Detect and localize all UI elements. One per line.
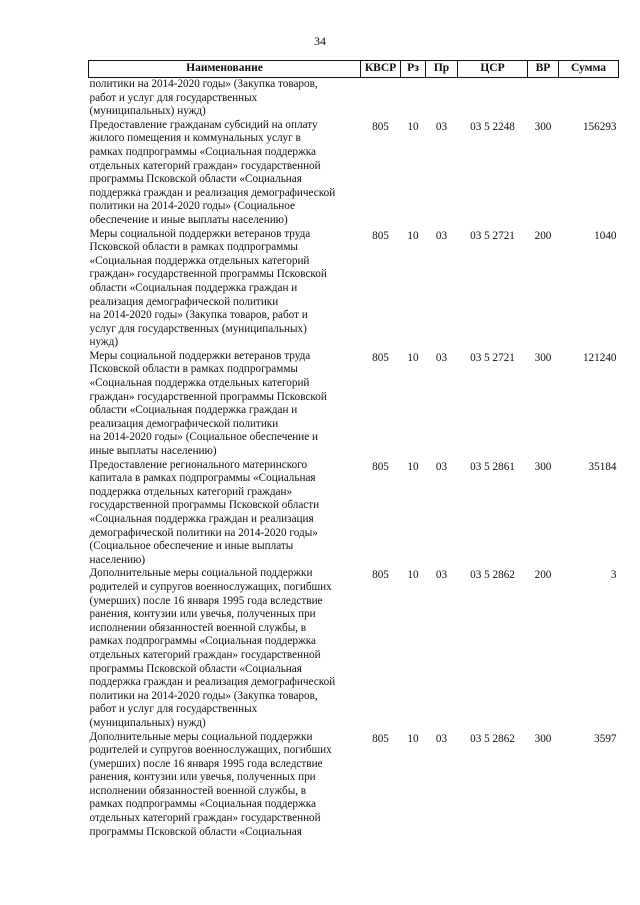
name-line: (муниципальных) нужд)	[89, 716, 206, 729]
cell-kvsr: 805	[372, 351, 389, 364]
cell-vr: 300	[534, 732, 552, 745]
table-row	[89, 228, 619, 350]
row-name-cell	[89, 119, 361, 228]
name-line: Предоставление гражданам субсидий на оплату	[89, 118, 318, 131]
name-line: Дополнительные меры социальной поддержки	[89, 567, 313, 580]
page-number: 34	[314, 34, 326, 48]
name-line: политики на 2014-2020 годы» (Закупка товаров,	[89, 78, 318, 90]
name-line: населению)	[89, 553, 146, 566]
header-vr: ВР	[528, 61, 559, 78]
cell-kvsr: 805	[372, 229, 389, 242]
name-line: Предоставление регионального материнского	[89, 458, 308, 471]
row-name-cell	[89, 350, 361, 459]
cell-rz: 10	[407, 460, 419, 473]
budget-table	[88, 60, 619, 839]
name-line: (умерших) после 16 января 1995 года вследствие	[89, 594, 323, 607]
cell-csr: 03 5 2862	[470, 732, 515, 745]
cell-vr: 200	[534, 569, 552, 582]
cell-sum	[559, 78, 619, 119]
header-name: Наименование	[89, 61, 361, 78]
row-name-cell	[89, 731, 361, 840]
cell-pr: 03	[435, 569, 448, 582]
cell-sum: 121240	[582, 351, 617, 364]
cell-csr	[458, 78, 528, 119]
name-line: (муниципальных) нужд)	[89, 105, 206, 118]
name-line: ранения, контузии или увечья, полученных при	[89, 771, 316, 784]
name-line: программы Псковской области «Социальная	[89, 173, 302, 186]
name-line: политики на 2014-2020 годы» (Закупка товаров,	[89, 689, 318, 702]
header-kvsr: КВСР	[361, 61, 401, 78]
cell-vr	[528, 78, 559, 119]
cell-csr: 03 5 2861	[470, 460, 515, 473]
cell-csr: 03 5 2248	[470, 120, 515, 133]
cell-kvsr: 805	[372, 569, 389, 582]
cell-sum: 3	[610, 569, 617, 582]
name-line: капитала в рамках подпрограммы «Социальная	[89, 472, 316, 485]
name-line: государственной программы Псковской области	[89, 499, 320, 512]
cell-rz: 10	[407, 120, 419, 133]
name-line: программы Псковской области «Социальная	[89, 662, 302, 675]
name-line: реализация демографической политики	[89, 295, 279, 308]
name-line: Псковской области в рамках подпрограммы	[89, 363, 298, 376]
cell-vr: 300	[534, 351, 552, 364]
cell-kvsr: 805	[372, 120, 389, 133]
cell-vr: 200	[534, 229, 552, 242]
table-row	[89, 119, 619, 228]
header-pr: Пр	[426, 61, 458, 78]
name-line: отдельных категорий граждан» государственной	[89, 812, 321, 825]
table-header-row	[89, 61, 619, 78]
name-line: на 2014-2020 годы» (Социальное обеспечение и	[89, 431, 319, 444]
cell-kvsr: 805	[372, 732, 389, 745]
name-line: рамках подпрограммы «Социальная поддержка	[89, 798, 316, 811]
name-line: ранения, контузии или увечья, полученных при	[89, 608, 316, 621]
table-row	[89, 459, 619, 568]
header-rz: Рз	[401, 61, 426, 78]
name-line: граждан» государственной программы Псковской	[89, 390, 327, 403]
cell-sum: 35184	[588, 460, 617, 473]
cell-csr: 03 5 2721	[470, 351, 515, 364]
row-name-cell	[89, 459, 361, 568]
name-line: обеспечение и иные выплаты населению)	[89, 213, 288, 226]
name-line: поддержка граждан и реализация демографической	[89, 676, 336, 689]
name-line: жилого помещения и коммунальных услуг в	[89, 132, 301, 145]
cell-rz: 10	[407, 229, 419, 242]
name-line: Псковской области в рамках подпрограммы	[89, 241, 298, 254]
name-line: области «Социальная поддержка граждан и	[89, 281, 298, 294]
cell-csr: 03 5 2862	[470, 569, 515, 582]
cell-rz: 10	[407, 569, 419, 582]
header-sum: Сумма	[559, 61, 619, 78]
name-line: работ и услуг для государственных	[89, 703, 258, 716]
name-line: области «Социальная поддержка граждан и	[89, 404, 298, 417]
table-row	[89, 567, 619, 730]
name-line: демографической политики на 2014-2020 годы»	[89, 526, 318, 539]
row-name-cell	[89, 78, 361, 119]
row-name-cell	[89, 228, 361, 350]
name-line: (умерших) после 16 января 1995 года вследствие	[89, 757, 323, 770]
name-line: рамках подпрограммы «Социальная поддержка	[89, 145, 316, 158]
name-line: рамках подпрограммы «Социальная поддержка	[89, 635, 316, 648]
name-line: (Социальное обеспечение и иные выплаты	[89, 540, 294, 553]
table-body	[89, 78, 619, 840]
cell-pr: 03	[435, 351, 448, 364]
header-csr: ЦСР	[458, 61, 528, 78]
cell-sum: 1040	[594, 229, 617, 242]
cell-pr: 03	[435, 732, 448, 745]
name-line: исполнении обязанностей военной службы, в	[89, 621, 307, 634]
cell-sum: 3597	[594, 732, 617, 745]
cell-pr: 03	[435, 229, 448, 242]
cell-vr: 300	[534, 460, 552, 473]
name-line: поддержка отдельных категорий граждан»	[89, 485, 293, 498]
cell-pr: 03	[435, 120, 448, 133]
name-line: отдельных категорий граждан» государственной	[89, 159, 321, 172]
name-line: исполнении обязанностей военной службы, в	[89, 784, 307, 797]
name-line: родителей и супругов военнослужащих, погибших	[89, 580, 332, 593]
name-line: услуг для государственных (муниципальных)	[89, 322, 307, 335]
name-line: родителей и супругов военнослужащих, погибших	[89, 744, 332, 757]
cell-csr: 03 5 2721	[470, 229, 515, 242]
table-row	[89, 78, 619, 119]
name-line: «Социальная поддержка отдельных категорий	[89, 377, 310, 390]
cell-pr: 03	[435, 460, 448, 473]
name-line: нужд)	[89, 336, 119, 349]
cell-rz	[401, 78, 426, 119]
cell-rz: 10	[407, 351, 419, 364]
row-name-cell	[89, 567, 361, 730]
name-line: Меры социальной поддержки ветеранов труда	[89, 349, 311, 362]
name-line: «Социальная поддержка отдельных категорий	[89, 254, 310, 267]
table-row	[89, 350, 619, 459]
name-line: работ и услуг для государственных	[89, 91, 258, 104]
name-line: иные выплаты населению)	[89, 445, 217, 458]
name-line: политики на 2014-2020 годы» (Социальное	[89, 200, 295, 213]
name-line: граждан» государственной программы Псковской	[89, 268, 327, 281]
name-line: реализация демографической политики	[89, 417, 279, 430]
cell-pr	[426, 78, 458, 119]
table-row	[89, 731, 619, 840]
name-line: на 2014-2020 годы» (Закупка товаров, работ и	[89, 309, 308, 322]
cell-kvsr	[361, 78, 401, 119]
cell-sum: 156293	[582, 120, 617, 133]
name-line: «Социальная поддержка граждан и реализация	[89, 513, 314, 525]
name-line: отдельных категорий граждан» государственной	[89, 648, 321, 661]
name-line: поддержка граждан и реализация демографической	[89, 186, 336, 199]
name-line: программы Псковской области «Социальная	[89, 825, 302, 838]
name-line: Меры социальной поддержки ветеранов труда	[89, 227, 311, 240]
cell-rz: 10	[407, 732, 419, 745]
cell-vr: 300	[534, 120, 552, 133]
name-line: Дополнительные меры социальной поддержки	[89, 730, 313, 743]
cell-kvsr: 805	[372, 460, 389, 473]
